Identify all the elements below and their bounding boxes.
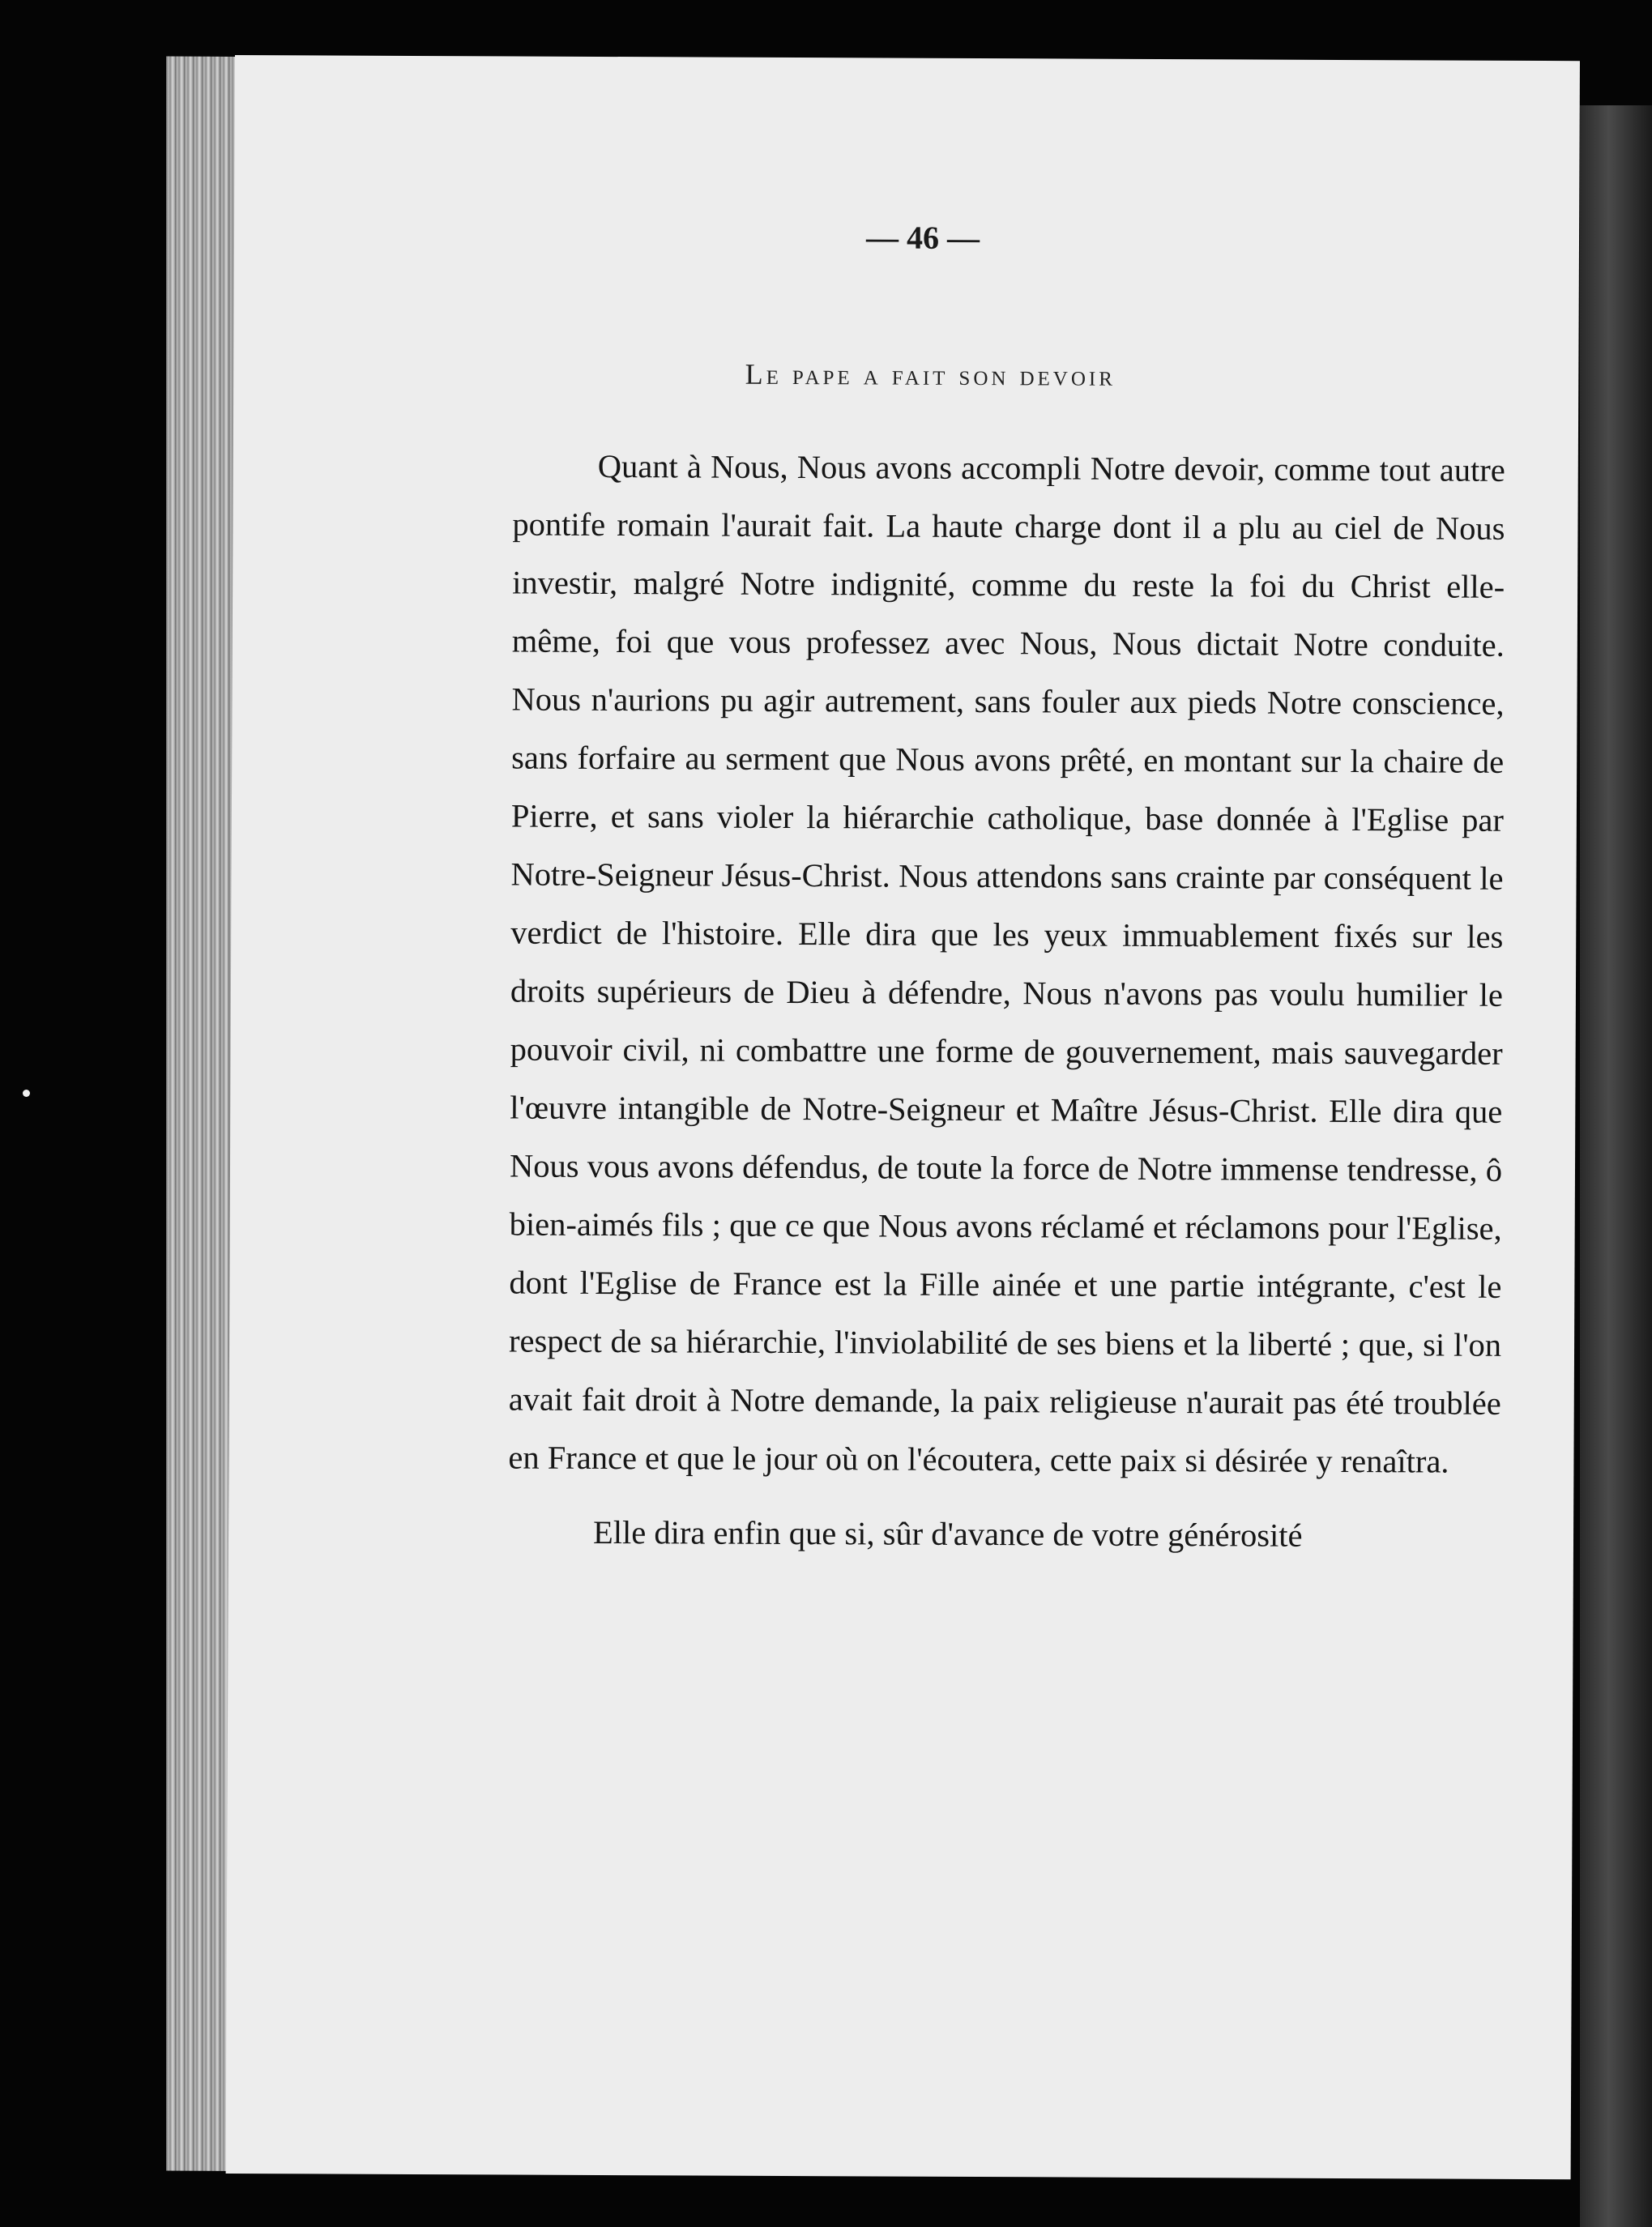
- page-sheet: [226, 55, 1580, 2179]
- page-number: — 46 —: [865, 219, 980, 257]
- body-text: [508, 437, 1505, 1566]
- scan-speck: [23, 1090, 30, 1097]
- paragraph: Elle dira enfin que si, sûr d'avance de votre générosité: [592, 1513, 1303, 1554]
- section-title: Le pape a fait son devoir: [745, 357, 1116, 392]
- book-cover-edge-right: [1580, 105, 1652, 2227]
- paragraph: Quant à Nous, Nous avons accompli Notre devoir, comme tout autre pontife romain l'aurait fait. La haute charge dont il a plu au ciel de Nous investir, malgré Notre indignité, comme du reste la foi du Christ elle-même, foi que vous professez avec Nous, Nous dictait Notre conduite. Nous n'aurions pu agir autrement, sans fouler aux pieds Notre conscience, sans forfaire au serment que Nous avons prêté, en montant sur la chaire de Pierre, et sans violer la hiérarchie catholique, base donnée à l'Eglise par Notre-Seigneur Jésus-Christ. Nous attendons sans crainte par conséquent le verdict de l'histoire. Elle dira que les yeux immuablement fixés sur les droits supérieurs de Dieu à défendre, Nous n'avons pas voulu humilier le pouvoir civil, ni combattre une forme de gouvernement, mais sauvegarder l'œuvre intangible de Notre-Seigneur et Maître Jésus-Christ. Elle dira que Nous vous avons défendus, de toute la force de Notre immense tendresse, ô bien-aimés fils ; que ce que Nous avons réclamé et réclamons pour l'Eglise, dont l'Eglise de France est la Fille ainée et une partie intégrante, c'est le respect de sa hiérarchie, l'inviolabilité de ses biens et la liberté ; que, si l'on avait fait droit à Notre demande, la paix religieuse n'aurait pas été troublée en France et que le jour où on l'écoutera, cette paix si désirée y renaîtra.: [508, 447, 1505, 1480]
